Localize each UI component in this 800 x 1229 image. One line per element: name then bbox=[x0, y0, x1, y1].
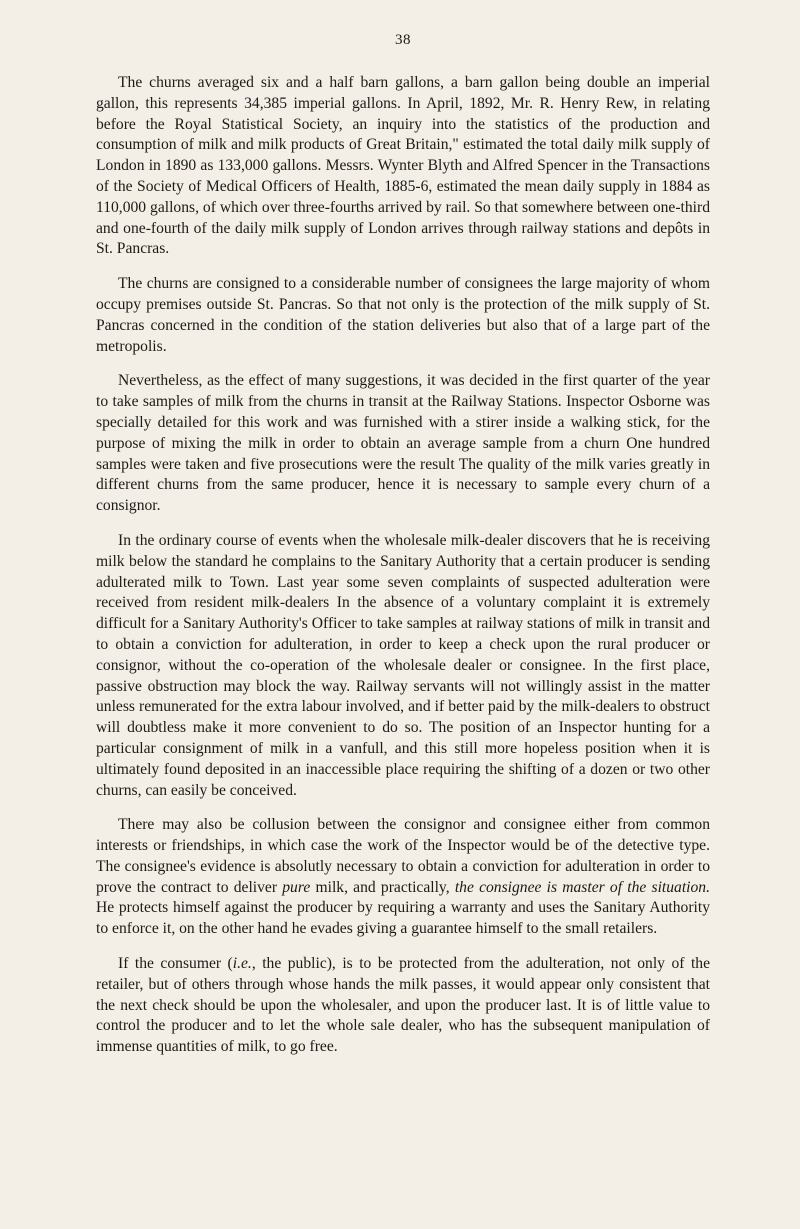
page-number: 38 bbox=[395, 32, 411, 48]
paragraph-text: The churns averaged six and a half barn gallons, a barn gallon being double an imperial gallon, this represents 34,385 imperial gallons. In April, 1892, Mr. R. Henry Rew, in relating before the Royal Statistical Society, an inquiry into the statistics of the production and consumption of milk and milk products of Great Britain," estimated the total daily milk supply of London in 1890 as 133,000 gallons. Messrs. Wynter Blyth and Alfred Spencer in the Transactions of the Society of Medical Officers of Health, 1885-6, estimated the mean daily supply in 1884 as 110,000 gallons, of which over three-fourths arrived by rail. So that somewhere between one-third and one-fourth of the daily milk supply of London arrives through railway stations and depôts in St. Pancras. bbox=[96, 74, 710, 258]
italic-text: pure bbox=[282, 878, 311, 896]
paragraph bbox=[96, 815, 710, 940]
paragraph-text: There may also be collusion between the consignor and consignee either from common interests or friendships, in which case the work of the Inspector would be of the detective type. The consignee's evidence is absolutly necessary to obtain a conviction for adulteration in order to prove the contract to deliver bbox=[96, 816, 710, 896]
paragraph bbox=[96, 371, 710, 517]
italic-text: the consignee is master of the situation. bbox=[454, 878, 710, 896]
paragraph-text: Nevertheless, as the effect of many suggestions, it was decided in the first quarter of the year to take samples of milk from the churns in transit at the Railway Stations. Inspector Osborne was specially detailed for this work and was furnished with a stirer inside a walking stick, for the purpose of mixing the milk in order to obtain an average sample from a churn One hundred samples were taken and five prosecutions were the result The quality of the milk varies greatly in different churns from the same producer, hence it is necessary to sample every churn of a consignor. bbox=[96, 372, 710, 515]
body-text bbox=[96, 73, 710, 1058]
paragraph-text: milk, and practically, bbox=[310, 878, 455, 896]
paragraph-text: If the consumer ( bbox=[118, 955, 233, 973]
paragraph-text: The churns are consigned to a considerable number of consignees the large majority of whom occupy premises outside St. Pancras. So that not only is the protection of the milk supply of St. Pancras concerned in the condition of the station deliveries but also that of a large part of the metropolis. bbox=[96, 275, 710, 355]
italic-text: i.e. bbox=[232, 955, 252, 973]
paragraph bbox=[96, 531, 710, 801]
paragraph-text: He protects himself against the producer by requiring a warranty and uses the Sanitary Authority to enforce it, on the other hand he evades giving a guarantee himself to the small retailers. bbox=[96, 899, 710, 938]
paragraph bbox=[96, 73, 710, 260]
paragraph-text: In the ordinary course of events when the wholesale milk-dealer discovers that he is receiving milk below the standard he complains to the Sanitary Authority that a certain producer is sending adulterated milk to Town. Last year some seven complaints of suspected adulteration were received from resident milk-dealers In the absence of a voluntary complaint it is extremely difficult for a Sanitary Authority's Officer to take samples at railway stations of milk in transit and to obtain a conviction for adulteration, in order to keep a check upon the rural producer or consignor, without the co-operation of the wholesale dealer or consignee. In the first place, passive obstruction may block the way. Railway servants will not willingly assist in the matter unless remunerated for the extra labour involved, and if better paid by the milk-dealers to obstruct will doubtless make it more convenient to do so. The position of an Inspector hunting for a particular consignment of milk in a vanfull, and this still more hopeless position when it is ultimately found deposited in an inaccessible place requiring the shifting of a dozen or two other churns, can easily be conceived. bbox=[96, 531, 710, 799]
paragraph bbox=[96, 274, 710, 357]
paragraph-text: , the public), is to be protected from the adulteration, not only of the retailer, but of others through whose hands the milk passes, it would appear only consistent that the next check should be upon the wholesaler, and upon the producer last. It is of little value to control the producer and to let the whole sale dealer, who has the subsequent manipulation of immense quantities of milk, to go free. bbox=[96, 955, 710, 1056]
paragraph bbox=[96, 954, 710, 1058]
